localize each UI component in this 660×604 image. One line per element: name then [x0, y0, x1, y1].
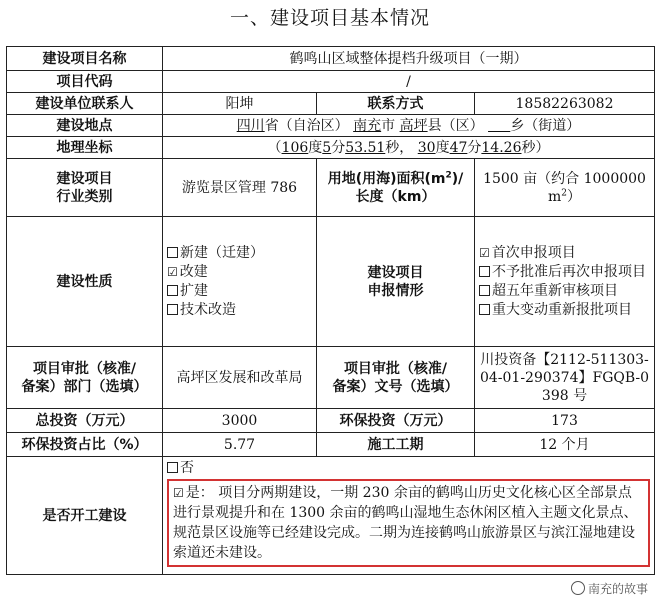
nature-option-label: 扩建 — [180, 282, 208, 299]
started-value — [163, 457, 655, 575]
land-area-value-a: 1500 亩（约合 1000000 m — [483, 170, 646, 205]
nature-option — [167, 263, 312, 282]
lng-deg: 106 — [281, 139, 309, 156]
row-started — [7, 457, 655, 575]
env-investment-label: 环保投资（万元） — [317, 409, 475, 433]
land-area-label-sup: 2 — [445, 169, 452, 180]
started-no-option — [167, 459, 650, 477]
total-investment-value: 3000 — [163, 409, 317, 433]
declaration-option — [479, 263, 650, 282]
lat-deg-unit: 度 — [435, 139, 450, 156]
started-yes-label: 是： — [185, 485, 214, 501]
project-code-value: / — [163, 71, 655, 93]
nature-label: 建设性质 — [7, 217, 163, 347]
started-no-label: 否 — [180, 460, 194, 476]
land-area-label-a: 用地(用海)面积(m — [327, 170, 446, 187]
location-city: 南充 — [353, 117, 382, 134]
unchecked-box-icon — [167, 462, 178, 473]
land-area-value-b: ） — [567, 188, 582, 205]
unchecked-box-icon — [167, 247, 178, 258]
unchecked-box-icon — [167, 304, 178, 315]
location-province: 四川 — [236, 117, 265, 134]
unchecked-box-icon — [479, 285, 490, 296]
construction-period-label: 施工工期 — [317, 433, 475, 457]
coords-label: 地理坐标 — [7, 137, 163, 159]
declaration-options — [475, 217, 655, 347]
row-project-name — [7, 47, 655, 71]
approval-dept-value: 高坪区发展和改革局 — [163, 347, 317, 409]
row-project-code — [7, 71, 655, 93]
started-yes-text: 项目分两期建设，一期 230 余亩的鹤鸣山历史文化核心区全部景点进行景观提升和在 1300 余亩的鹤鸣山湿地生态休闲区植入主题文化景点、规范景区设施等已经建设完成。二期为连接鹤鸣山旅游景区与滨江湿地建设索道还未建设。 — [173, 485, 638, 561]
phone-label: 联系方式 — [317, 93, 475, 115]
land-area-label-b: )/长度（km） — [355, 170, 464, 205]
approval-no-label-line1: 项目审批（核准/ — [343, 360, 448, 377]
checked-box-icon: ☑ — [167, 264, 178, 279]
declaration-label — [317, 217, 475, 347]
project-info-table — [6, 46, 655, 575]
declaration-option-label: 重大变动重新报批项目 — [492, 301, 632, 318]
env-ratio-value: 5.77 — [163, 433, 317, 457]
nature-option-label: 技术改造 — [180, 301, 236, 318]
industry-label-line1: 建设项目 — [56, 170, 113, 187]
nature-option-label: 改建 — [179, 263, 208, 280]
industry-value: 游览景区管理 786 — [163, 159, 317, 217]
contact-label: 建设单位联系人 — [7, 93, 163, 115]
row-investment — [7, 409, 655, 433]
construction-period-value: 12 个月 — [475, 433, 655, 457]
section-title: 一、建设项目基本情况 — [229, 7, 430, 29]
wechat-logo-icon — [571, 581, 585, 595]
nature-option — [167, 301, 312, 320]
location-county: 高坪 — [399, 117, 428, 134]
industry-label-line2: 行业类别 — [56, 188, 113, 205]
lng-sec: 53.51 — [345, 139, 386, 156]
approval-dept-label-line1: 项目审批（核准/ — [32, 360, 137, 377]
project-code-label: 项目代码 — [7, 71, 163, 93]
declaration-label-line2: 申报情形 — [367, 282, 424, 299]
nature-option — [167, 244, 312, 263]
env-investment-value: 173 — [475, 409, 655, 433]
row-nature — [7, 217, 655, 347]
declaration-option — [479, 244, 650, 263]
location-county-unit: 县（区） — [427, 117, 484, 134]
watermark — [567, 579, 652, 598]
land-area-value — [475, 159, 655, 217]
project-name-value: 鹤鸣山区域整体提档升级项目（一期） — [163, 47, 655, 71]
coords-value: （106度5分53.51秒， 30度47分14.26秒） — [163, 137, 655, 159]
contact-value: 阳坤 — [163, 93, 317, 115]
row-coords — [7, 137, 655, 159]
row-contact — [7, 93, 655, 115]
location-township-blank — [488, 118, 510, 134]
unchecked-box-icon — [167, 285, 178, 296]
unchecked-box-icon — [479, 266, 490, 277]
approval-no-label-line2: 备案）文号（选填） — [332, 378, 459, 395]
location-label: 建设地点 — [7, 115, 163, 137]
lat-sec-unit: 秒 — [521, 139, 536, 156]
declaration-option-label: 首次申报项目 — [491, 244, 576, 261]
approval-dept-label-line2: 备案）部门（选填） — [21, 378, 148, 395]
row-approval — [7, 347, 655, 409]
location-value — [163, 115, 655, 137]
lng-deg-unit: 度 — [308, 139, 323, 156]
nature-options — [163, 217, 317, 347]
row-env-ratio — [7, 433, 655, 457]
nature-option-label: 新建（迁建） — [180, 244, 264, 261]
unchecked-box-icon — [479, 304, 490, 315]
lng-min-unit: 分 — [331, 139, 346, 156]
declaration-label-line1: 建设项目 — [367, 264, 424, 281]
industry-label — [7, 159, 163, 217]
nature-option — [167, 282, 312, 301]
declaration-option — [479, 282, 650, 301]
checked-box-icon: ☑ — [173, 486, 184, 500]
declaration-option-label: 不予批准后再次申报项目 — [492, 263, 646, 280]
land-area-value-sup: 2 — [561, 187, 568, 198]
phone-value: 18582263082 — [475, 93, 655, 115]
coords-open: （ — [267, 139, 282, 156]
location-province-unit: 省（自治区） — [264, 117, 349, 134]
started-label: 是否开工建设 — [7, 457, 163, 575]
coords-close: ） — [535, 139, 550, 156]
lat-sec: 14.26 — [481, 139, 522, 156]
total-investment-label: 总投资（万元） — [7, 409, 163, 433]
project-name-label: 建设项目名称 — [7, 47, 163, 71]
approval-no-label — [317, 347, 475, 409]
lat-deg: 30 — [417, 139, 436, 156]
lng-sec-unit: 秒 — [385, 139, 400, 156]
row-industry — [7, 159, 655, 217]
declaration-option-label: 超五年重新审核项目 — [492, 282, 618, 299]
env-ratio-label: 环保投资占比（%） — [7, 433, 163, 457]
started-yes-highlight — [167, 479, 650, 567]
land-area-label — [317, 159, 475, 217]
watermark-text: 南充的故事 — [587, 582, 648, 596]
row-location — [7, 115, 655, 137]
declaration-option — [479, 301, 650, 320]
location-township-unit: 乡（街道） — [510, 117, 581, 134]
approval-dept-label — [7, 347, 163, 409]
approval-no-value: 川投资备【2112-511303-04-01-290374】FGQB-0398 号 — [475, 347, 655, 409]
location-city-unit: 市 — [381, 117, 396, 134]
lat-min: 47 — [449, 139, 468, 156]
checked-box-icon: ☑ — [479, 245, 490, 260]
lat-min-unit: 分 — [467, 139, 482, 156]
lng-min: 5 — [322, 139, 332, 156]
